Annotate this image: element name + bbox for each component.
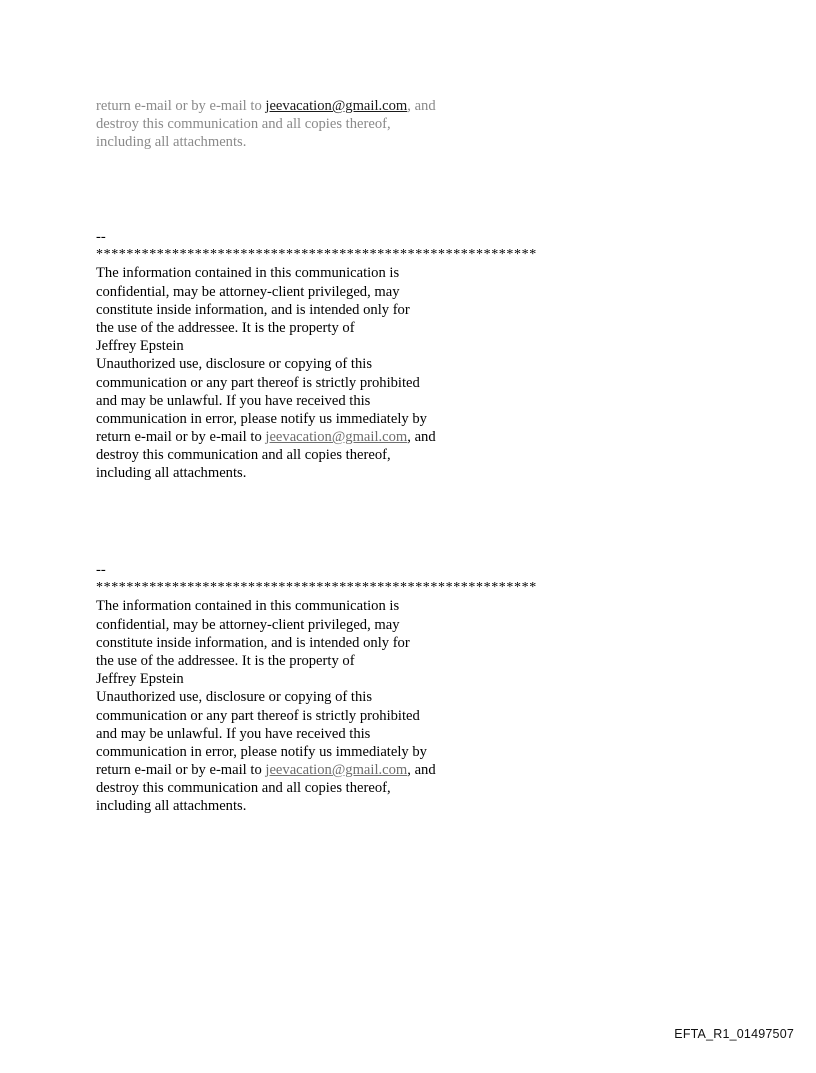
notice-email-line: return e-mail or by e-mail to jeevacation@gmail.com, and (96, 429, 436, 446)
notice-line: The information contained in this communication is (96, 265, 400, 282)
disclaimer-fragment (96, 97, 436, 152)
fragment-line-2: destroy this communication and all copies thereof, (96, 116, 391, 133)
signature-dashes: -- (96, 562, 106, 578)
notice-line: and may be unlawful. If you have received this (96, 725, 371, 742)
stars-divider: ********************************************************** (96, 247, 537, 263)
confidentiality-notice-1 (96, 228, 537, 483)
notice-line: Jeffrey Epstein (96, 671, 184, 688)
notice-line: communication or any part thereof is strictly prohibited (96, 374, 420, 391)
notice-line: confidential, may be attorney-client privileged, may (96, 283, 400, 300)
notice-line: including all attachments. (96, 465, 247, 482)
notice-line: constitute inside information, and is intended only for (96, 634, 410, 651)
fragment-line-3: including all attachments. (96, 134, 247, 151)
email-link[interactable]: jeevacation@gmail.com (265, 762, 408, 779)
notice-line: the use of the addressee. It is the property of (96, 652, 355, 669)
notice-line: destroy this communication and all copies thereof, (96, 447, 391, 464)
notice-line: destroy this communication and all copies thereof, (96, 780, 391, 797)
notice-line: constitute inside information, and is intended only for (96, 301, 410, 318)
notice-line: communication or any part thereof is strictly prohibited (96, 707, 420, 724)
fragment-line-1: return e-mail or by e-mail to jeevacation@gmail.com, and (96, 98, 436, 114)
notice-line: the use of the addressee. It is the property of (96, 319, 355, 336)
notice-line: communication in error, please notify us immediately by (96, 410, 427, 427)
notice-line: The information contained in this communication is (96, 598, 400, 615)
email-link[interactable]: jeevacation@gmail.com (265, 429, 408, 446)
notice-line: Unauthorized use, disclosure or copying of this (96, 689, 373, 706)
notice-line: and may be unlawful. If you have received this (96, 392, 371, 409)
document-id: EFTA_R1_01497507 (674, 1027, 794, 1041)
notice-line: communication in error, please notify us immediately by (96, 743, 427, 760)
notice-line: including all attachments. (96, 798, 247, 815)
notice-email-line: return e-mail or by e-mail to jeevacation@gmail.com, and (96, 762, 436, 779)
confidentiality-notice-2 (96, 561, 537, 816)
notice-line: confidential, may be attorney-client privileged, may (96, 616, 400, 633)
stars-divider: ********************************************************** (96, 580, 537, 596)
email-link[interactable]: jeevacation@gmail.com (265, 98, 408, 114)
signature-dashes: -- (96, 229, 106, 245)
notice-line: Unauthorized use, disclosure or copying of this (96, 356, 373, 373)
notice-line: Jeffrey Epstein (96, 338, 184, 355)
